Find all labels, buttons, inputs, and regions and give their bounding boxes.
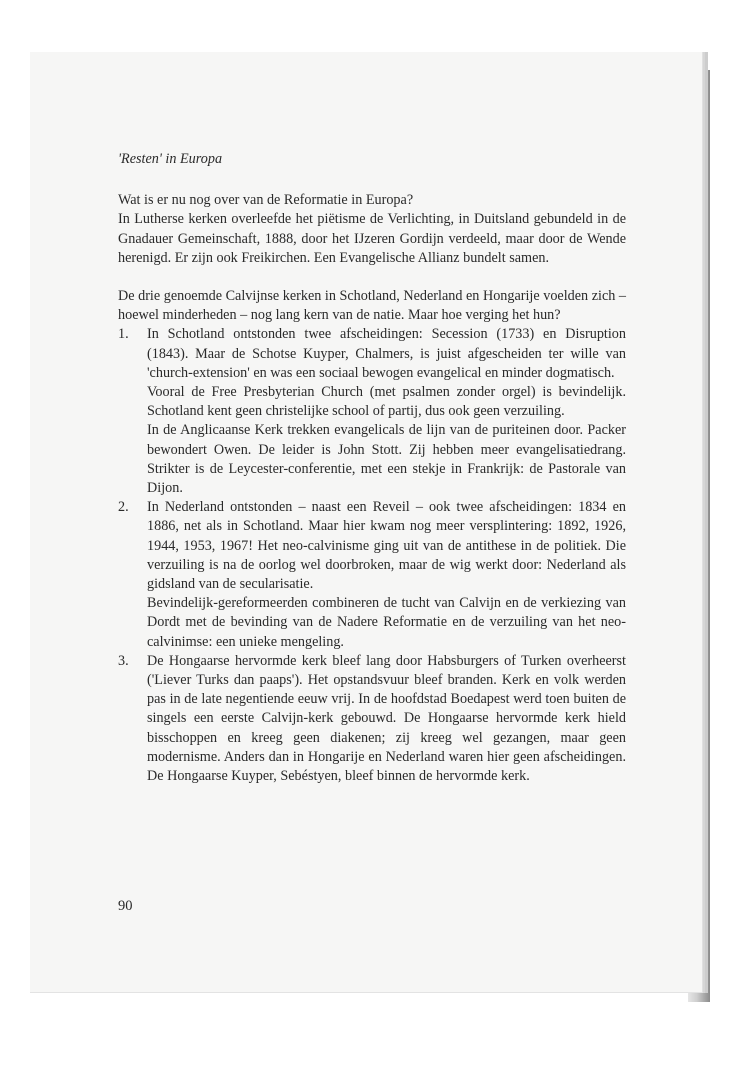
list-number: 2. (118, 499, 129, 516)
list-paragraph: Vooral de Free Presbyterian Church (met psalmen zonder orgel) is bevindelijk. Schotland kent geen christelijke school of partij, dus ook geen verzuiling. (147, 384, 626, 420)
list-number: 1. (118, 326, 129, 343)
list-number: 3. (118, 652, 129, 669)
intro-paragraph: In Lutherse kerken overleefde het piëtisme de Verlichting, in Duitsland gebundeld in de Gnadauer Gemeinschaft, 1888, door het IJzeren Gordijn verdeeld, maar door de Wende herenigd. Er zijn ook Freikirchen. Een Evangelische Allianz bundelt samen. (118, 211, 626, 266)
list-paragraph: De Hongaarse hervormde kerk bleef lang door Habsburgers of Turken overheerst ('Liever Turks dan paaps'). Het opstandsvuur bleef branden. Kerk en volk werden pas in de late negentiende eeuw vrij. In de hoofdstad Boedapest werd toen buiten de singels een eerste Calvijn-kerk gebouwd. De Hongaarse hervormde kerk hield bisschoppen en kreeg geen diakenen; zij kreeg wel gezangen, maar geen modernisme. Anders dan in Hongarije en Nederland waren hier geen afscheidingen. De Hongaarse Kuyper, Sebéstyen, bleef binnen de hervormde kerk. (147, 652, 626, 785)
calvinist-paragraph: De drie genoemde Calvijnse kerken in Schotland, Nederland en Hongarije voelden zich – hoewel minderheden – nog lang kern van de natie. Maar hoe verging het hun? (118, 288, 626, 324)
list-item-netherlands (118, 498, 626, 652)
list-paragraph: In Nederland ontstonden – naast een Reveil – ook twee afscheidingen: 1834 en 1886, net als in Schotland. Maar hier kwam nog meer versplintering: 1892, 1926, 1944, 1953, 1967! Het neo-calvinisme ging uit van de antithese in de politiek. Die verzuiling is na de oorlog wel doorbroken, maar de wig werkt door: Nederland als gidsland van de secularisatie. (147, 499, 626, 593)
list-paragraph: In de Anglicaanse Kerk trekken evangelicals de lijn van de puriteinen door. Packer bewondert Owen. De leider is John Stott. Zij hebben meer evangelisatiedrang. Strikter is de Leycester-conferentie, met een stekje in Frankrijk: de Pastorale van Dijon. (147, 422, 626, 497)
list-item-scotland (118, 325, 626, 498)
intro-question: Wat is er nu nog over van de Reformatie in Europa? (118, 192, 414, 209)
page-number: 90 (118, 898, 133, 914)
numbered-list (118, 325, 626, 786)
list-paragraph: In Schotland ontstonden twee afscheidingen: Secession (1733) en Disruption (1843). Maar de Schotse Kuyper, Chalmers, is juist afgescheiden ter wille van 'church-extension' en was een sociaal bewogen evangelical en minder dogmatisch. (147, 326, 626, 381)
section-heading: 'Resten' in Europa (118, 151, 223, 167)
page-text (118, 150, 626, 786)
list-paragraph: Bevindelijk-gereformeerden combineren de tucht van Calvijn en de verkiezing van Dordt met de bevinding van de Nadere Reformatie en de verzuiling van het neo-calvinimse: een unieke mengeling. (147, 595, 626, 650)
list-item-hungary (118, 652, 626, 786)
